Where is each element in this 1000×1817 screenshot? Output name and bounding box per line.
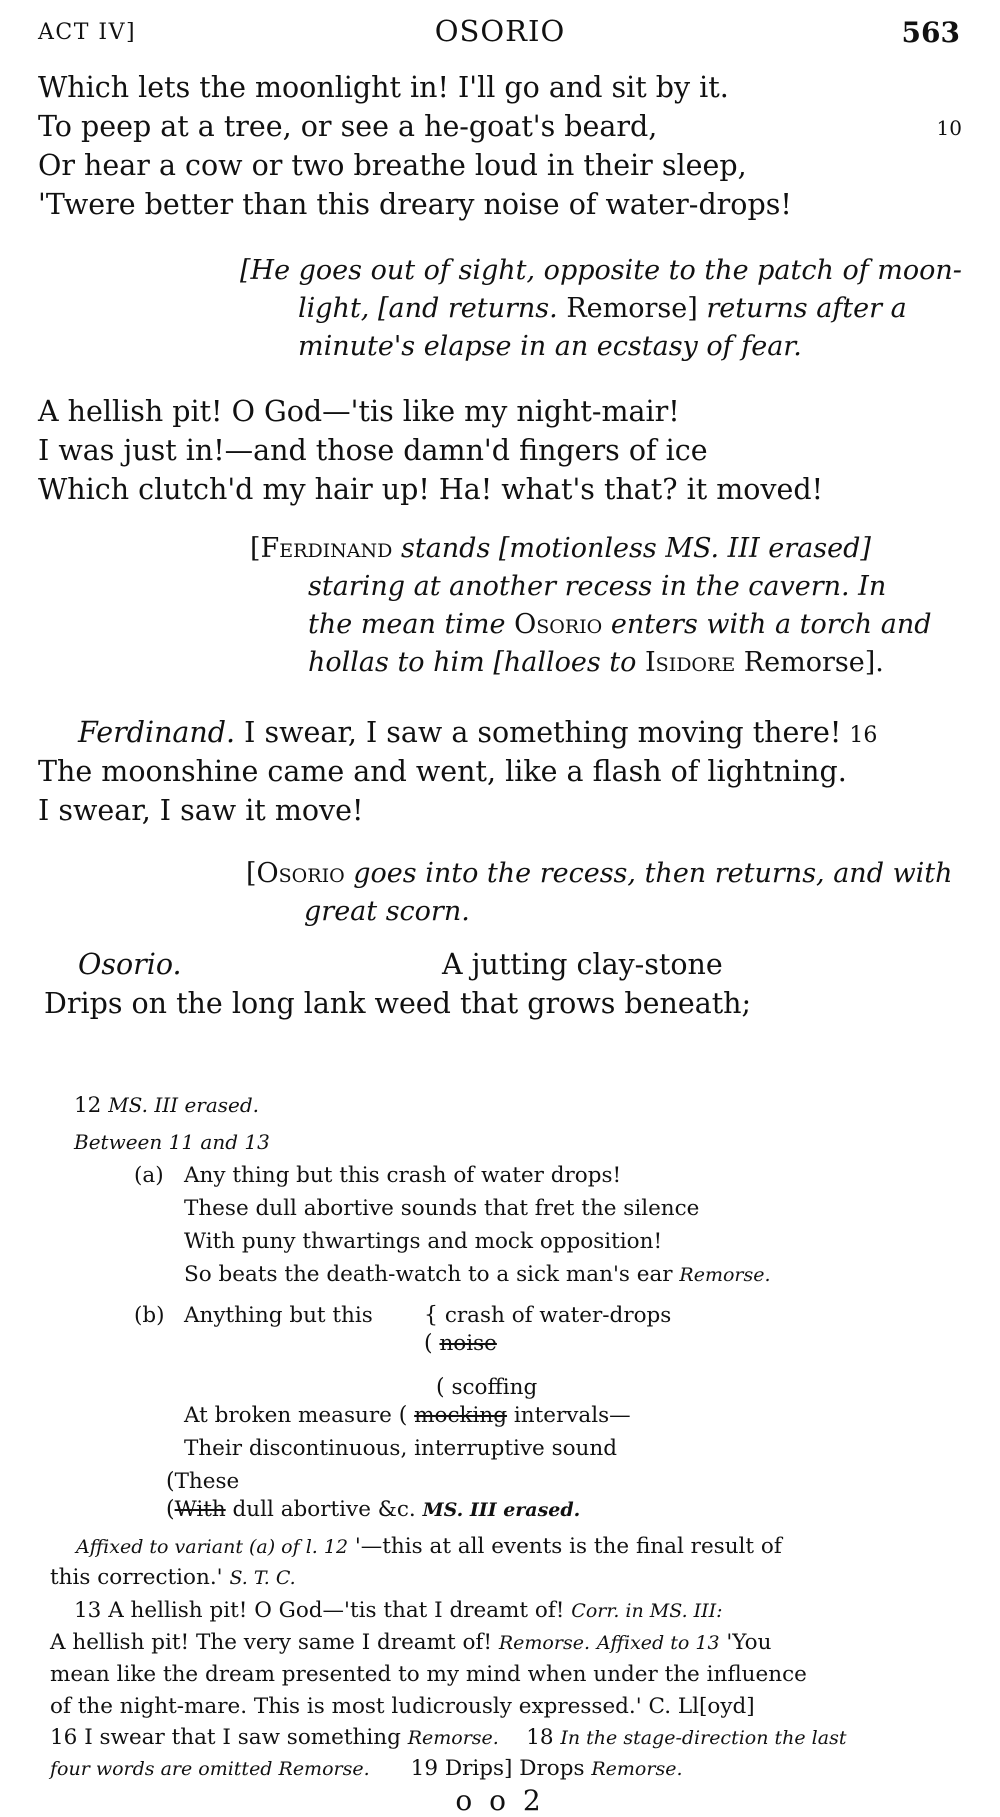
stage-direction (250, 530, 965, 682)
affixed-note (50, 1562, 296, 1594)
variant-b-line: At broken measure ( mocking intervals— (184, 1403, 631, 1428)
character-name: Osorio (514, 609, 603, 640)
variant-b-alt: ( scoffing (436, 1375, 538, 1400)
source-label: MS. III erased. (422, 1499, 581, 1521)
footnote-text: MS. III erased. (108, 1093, 260, 1117)
footnote-text: intervals— (513, 1403, 631, 1428)
sd-fragment: goes into the recess, then returns, and with (353, 858, 953, 889)
page-number: 563 (901, 16, 960, 49)
footnote-number: 12 (74, 1093, 102, 1118)
footnote-13 (50, 1627, 771, 1659)
verse-text: I swear, I saw a something moving there! (244, 716, 842, 749)
running-title: OSORIO (434, 14, 566, 48)
stage-direction-line (240, 290, 962, 328)
signature-mark: o o 2 (455, 1784, 545, 1817)
verse-line: To peep at a tree, or see a he-goat's beard, (38, 110, 658, 143)
footnote-text: scoffing (451, 1375, 538, 1400)
sd-fragment: light, [and returns. (298, 293, 558, 324)
variant-a-line (184, 1259, 771, 1291)
variant-b-alt: ( noise (424, 1331, 497, 1356)
source-label: Remorse. (591, 1758, 683, 1780)
verse-line: Which clutch'd my hair up! Ha! what's that? it moved! (38, 473, 824, 506)
footnote-text: Corr. in MS. III: (571, 1600, 723, 1622)
variant-b-line: Their discontinuous, interruptive sound (184, 1436, 618, 1461)
stage-direction-line (250, 644, 965, 682)
footnote-text: 16 I swear that I saw something (50, 1725, 401, 1750)
source-label: Remorse. (498, 1632, 590, 1654)
verse-line: A jutting clay-stone (442, 948, 723, 981)
verse-line: The moonshine came and went, like a flash of lightning. (38, 755, 847, 788)
line-number: 16 (849, 723, 878, 748)
character-name: [Ferdinand (250, 533, 393, 564)
variant-b-label: (b) (134, 1303, 165, 1328)
speaker-name: Osorio. (78, 948, 182, 981)
source-label: Remorse. (679, 1264, 771, 1286)
stage-direction-line: [He goes out of sight, opposite to the patch of moon- (240, 255, 962, 286)
act-label: ACT IV] (38, 20, 137, 45)
stage-direction-line (250, 530, 965, 568)
footnote-text: A hellish pit! The very same I dreamt of! (50, 1630, 493, 1655)
sd-source: Remorse]. (743, 647, 884, 678)
footnote-text: '—this at all events is the final result of (354, 1534, 782, 1559)
variant-b-alt: (These (166, 1469, 240, 1494)
footnote-text: Between 11 and 13 (74, 1130, 270, 1154)
stage-direction-line (250, 606, 965, 644)
footnote-between (74, 1127, 270, 1158)
verse-line: I swear, I saw it move! (38, 794, 364, 827)
footnote-text: 13 A hellish pit! O God—'tis that I dreamt of! (74, 1598, 565, 1623)
speaker-label: Ferdinand. (78, 716, 236, 749)
footnote-number: 18 (526, 1725, 554, 1750)
footnote-text: crash of water-drops (444, 1303, 672, 1328)
stage-direction (246, 855, 966, 931)
verse-line: A hellish pit! O God—'tis like my night-mair! (38, 395, 680, 428)
footnote-text: In the stage-direction the last (560, 1727, 847, 1749)
stage-direction-line: great scorn. (304, 896, 470, 927)
stage-direction (240, 252, 962, 366)
footnote-text: this correction.' (50, 1565, 223, 1590)
verse-line: Which lets the moonlight in! I'll go and sit by it. (38, 71, 729, 104)
footnote-text: At broken measure (184, 1403, 392, 1428)
struck-word: With (174, 1497, 226, 1522)
struck-word: mocking (414, 1403, 508, 1428)
footnote-text: 19 Drips] Drops (410, 1756, 585, 1781)
verse-line: Drips on the long lank weed that grows beneath; (44, 987, 752, 1020)
character-name: [Osorio (246, 858, 345, 889)
footnote-18-19 (50, 1753, 682, 1785)
variant-a-line: With puny thwartings and mock opposition! (184, 1229, 663, 1254)
struck-word: noise (439, 1331, 497, 1356)
sd-fragment: returns after a (706, 293, 907, 324)
footnote-13 (74, 1595, 723, 1627)
footnote-text: Affixed to 13 (596, 1632, 720, 1654)
footnote-12 (74, 1090, 259, 1121)
sd-fragment: hollas to him [halloes to (308, 647, 637, 678)
variant-a-line: Any thing but this crash of water drops! (184, 1163, 622, 1188)
affixed-note (76, 1531, 782, 1563)
verse-line: 'Twere better than this dreary noise of water-drops! (38, 188, 792, 221)
footnote-text: four words are omitted Remorse. (50, 1758, 370, 1780)
verse-line (78, 713, 877, 755)
footnote-text: These (174, 1469, 240, 1494)
verse-line: I was just in!—and those damn'd fingers of ice (38, 434, 708, 467)
signature: S. T. C. (229, 1567, 296, 1589)
sd-fragment: the mean time (308, 609, 506, 640)
character-name: Isidore (645, 647, 736, 678)
stage-direction-line: minute's elapse in an ecstasy of fear. (298, 331, 802, 362)
stage-direction-line: staring at another recess in the cavern. In (308, 571, 887, 602)
sd-source: Remorse] (566, 293, 698, 324)
footnote-text: So beats the death-watch to a sick man's ear (184, 1262, 673, 1287)
variant-b-line: Anything but this (184, 1303, 373, 1328)
footnote-text: dull abortive &c. (232, 1497, 416, 1522)
variant-a-label: (a) (134, 1163, 164, 1188)
sd-fragment: enters with a torch and (610, 609, 932, 640)
variant-b-line: (With dull abortive &c. MS. III erased. (166, 1497, 581, 1522)
source-label: Remorse. (407, 1727, 499, 1749)
speaker-label (78, 945, 182, 984)
stage-direction-line (246, 855, 966, 893)
footnote-13: mean like the dream presented to my mind when under the influence (50, 1662, 807, 1687)
verse-line: Or hear a cow or two breathe loud in their sleep, (38, 149, 747, 182)
footnote-16-18 (50, 1722, 846, 1754)
footnote-13: of the night-mare. This is most ludicrously expressed.' C. Ll[oyd] (50, 1694, 755, 1719)
footnote-text: Affixed to variant (a) of l. 12 (76, 1536, 349, 1558)
line-number: 10 (936, 116, 962, 140)
sd-fragment: stands [motionless MS. III erased] (400, 533, 871, 564)
footnote-text: 'You (726, 1630, 772, 1655)
variant-a-line: These dull abortive sounds that fret the silence (184, 1196, 700, 1221)
variant-b-alt: { crash of water-drops (424, 1303, 672, 1328)
